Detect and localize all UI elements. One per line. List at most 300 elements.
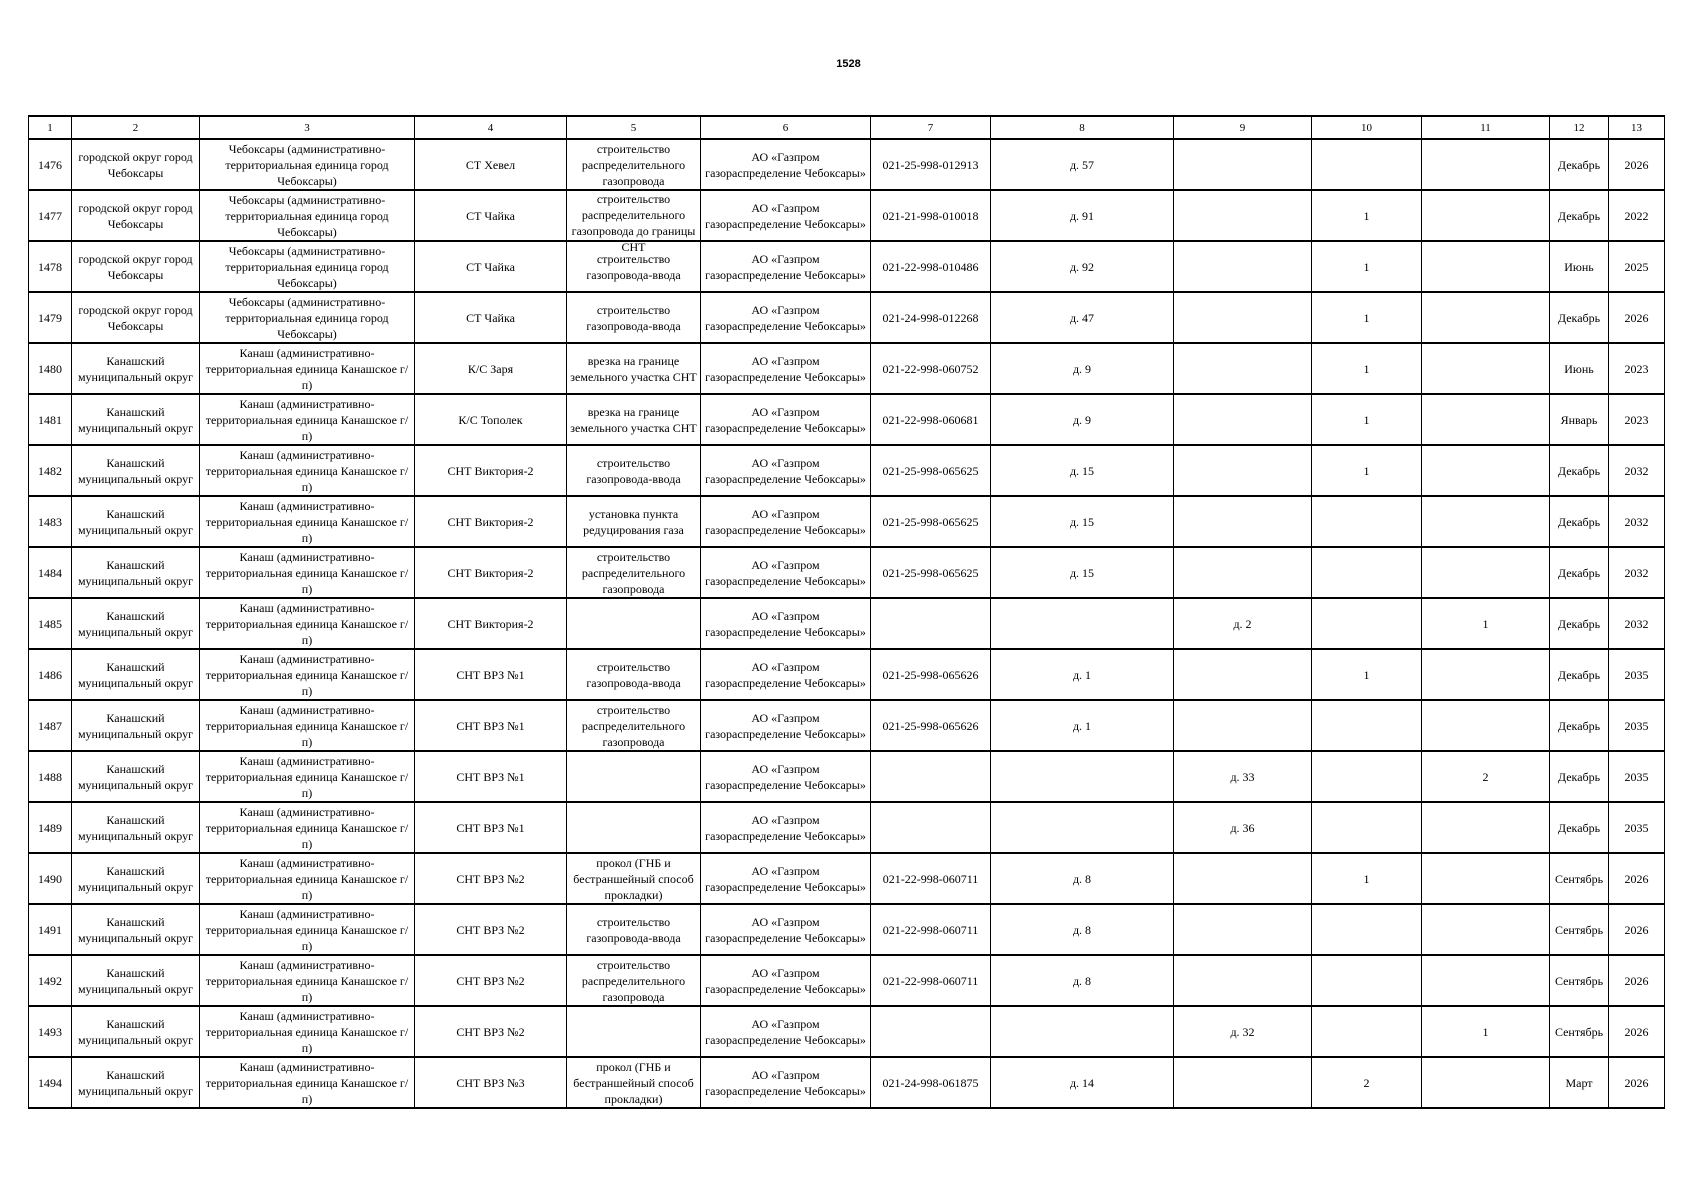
application-number-cell [871,241,991,292]
settlement-text: Канаш (административно-территориальная единица Канашское г/п) [205,702,409,749]
municipality-cell [72,700,200,751]
operator-text: АО «Газпром газораспределение Чебоксары» [705,557,866,588]
row-number-cell [29,802,72,853]
snt-name-text: СНТ ВРЗ №1 [456,667,525,682]
row-number-text: 1481 [38,412,62,427]
year-cell [1609,649,1665,700]
settlement-text: Канаш (административно-территориальная единица Канашское г/п) [205,651,409,698]
municipality-cell [72,853,200,904]
year-text: 2032 [1624,463,1649,478]
operator-cell [701,802,871,853]
work-type-cell [567,1057,701,1108]
row-number-cell [29,547,72,598]
table-row [29,394,1665,445]
application-number-cell [871,649,991,700]
column-header-12: 12 [1550,116,1609,139]
house-count-cell [991,853,1174,904]
row-number-cell [29,496,72,547]
work-type-cell [567,139,701,190]
application-number-text: 021-25-998-065625 [882,514,979,529]
month-text: Сентябрь [1554,922,1604,937]
year-text: 2026 [1624,922,1649,937]
month-cell [1550,1006,1609,1057]
application-number-text: 021-21-998-010018 [882,208,979,223]
house-count-extra-cell [1174,649,1312,700]
operator-cell [701,700,871,751]
settlement-text: Канаш (административно-территориальная единица Канашское г/п) [205,396,409,443]
gas-connection-table [28,115,1665,1109]
application-number-text: 021-22-998-060711 [882,973,979,988]
house-count-cell [991,445,1174,496]
quantity-b-cell [1422,1057,1550,1108]
work-type-cell [567,955,701,1006]
quantity-a-text: 1 [1363,463,1370,478]
application-number-text: 021-22-998-060681 [882,412,979,427]
work-type-text: строительство газопровода-ввода [586,914,681,945]
municipality-text: Канашский муниципальный округ [77,761,194,792]
year-text: 2026 [1624,871,1649,886]
work-type-text: установка пункта редуцирования газа [583,506,684,537]
snt-name-cell [415,292,567,343]
municipality-text: Канашский муниципальный округ [77,863,194,894]
municipality-text: Канашский муниципальный округ [77,659,194,690]
snt-name-cell [415,853,567,904]
year-cell [1609,1006,1665,1057]
settlement-text: Канаш (административно-территориальная единица Канашское г/п) [205,549,409,596]
row-number-cell [29,445,72,496]
quantity-a-text: 1 [1363,208,1370,223]
municipality-text: Канашский муниципальный округ [77,404,194,435]
operator-text: АО «Газпром газораспределение Чебоксары» [705,200,866,231]
work-type-cell [567,394,701,445]
settlement-cell [200,1006,415,1057]
quantity-b-text: 2 [1482,769,1489,784]
settlement-cell [200,649,415,700]
month-text: Март [1565,1075,1593,1090]
month-text: Сентябрь [1554,871,1604,886]
application-number-text: 021-25-998-065625 [882,565,979,580]
page-number: 1528 [836,58,861,70]
work-type-cell [567,292,701,343]
house-count-extra-cell [1174,445,1312,496]
settlement-cell [200,1057,415,1108]
snt-name-cell [415,955,567,1006]
snt-name-cell [415,904,567,955]
month-cell [1550,190,1609,241]
application-number-text: 021-22-998-060752 [882,361,979,376]
house-count-text: д. 14 [1069,1075,1095,1090]
row-number-text: 1479 [38,310,62,325]
operator-text: АО «Газпром газораспределение Чебоксары» [705,149,866,180]
snt-name-cell [415,241,567,292]
month-cell [1550,904,1609,955]
column-header-11: 11 [1422,116,1550,139]
settlement-cell [200,292,415,343]
house-count-extra-cell [1174,547,1312,598]
operator-text: АО «Газпром газораспределение Чебоксары» [705,710,866,741]
table-row [29,343,1665,394]
house-count-extra-cell [1174,241,1312,292]
table-row [29,139,1665,190]
quantity-a-text: 1 [1363,667,1370,682]
quantity-a-cell [1312,343,1422,394]
work-type-cell [567,904,701,955]
settlement-cell [200,496,415,547]
row-number-cell [29,598,72,649]
column-header-1: 1 [29,116,72,139]
municipality-cell [72,547,200,598]
quantity-b-cell [1422,394,1550,445]
quantity-a-text: 1 [1363,259,1370,274]
house-count-text: д. 57 [1069,157,1095,172]
row-number-cell [29,1006,72,1057]
table-row [29,1006,1665,1057]
year-cell [1609,700,1665,751]
row-number-text: 1477 [38,208,62,223]
settlement-text: Канаш (административно-территориальная единица Канашское г/п) [205,1008,409,1055]
house-count-extra-cell [1174,139,1312,190]
settlement-cell [200,190,415,241]
settlement-text: Канаш (административно-территориальная единица Канашское г/п) [205,906,409,953]
application-number-cell [871,496,991,547]
year-cell [1609,139,1665,190]
operator-cell [701,139,871,190]
quantity-a-text: 1 [1363,361,1370,376]
house-count-text: д. 8 [1072,922,1092,937]
quantity-a-text: 1 [1363,871,1370,886]
quantity-a-cell [1312,700,1422,751]
quantity-b-cell [1422,496,1550,547]
snt-name-text: СНТ Виктория-2 [447,616,534,631]
operator-cell [701,853,871,904]
table-row [29,1057,1665,1108]
column-header-3: 3 [200,116,415,139]
operator-cell [701,1006,871,1057]
quantity-a-cell [1312,1006,1422,1057]
row-number-text: 1476 [38,157,62,172]
quantity-b-cell [1422,751,1550,802]
house-count-extra-cell [1174,700,1312,751]
settlement-text: Канаш (административно-территориальная единица Канашское г/п) [205,498,409,545]
row-number-cell [29,292,72,343]
municipality-cell [72,1057,200,1108]
application-number-cell [871,751,991,802]
quantity-b-cell [1422,190,1550,241]
snt-name-cell [415,190,567,241]
house-count-cell [991,496,1174,547]
operator-cell [701,547,871,598]
municipality-cell [72,904,200,955]
municipality-text: городской округ город Чебоксары [78,149,193,180]
municipality-text: городской округ город Чебоксары [78,200,193,231]
month-text: Декабрь [1557,463,1601,478]
application-number-text: 021-25-998-012913 [882,157,979,172]
year-cell [1609,802,1665,853]
year-cell [1609,445,1665,496]
operator-cell [701,598,871,649]
snt-name-text: СНТ ВРЗ №2 [456,871,525,886]
settlement-text: Канаш (административно-территориальная единица Канашское г/п) [205,753,409,800]
settlement-text: Канаш (административно-территориальная единица Канашское г/п) [205,804,409,851]
month-text: Декабрь [1557,718,1601,733]
year-cell [1609,343,1665,394]
house-count-extra-cell [1174,802,1312,853]
quantity-b-cell [1422,904,1550,955]
month-cell [1550,802,1609,853]
house-count-extra-cell [1174,343,1312,394]
operator-text: АО «Газпром газораспределение Чебоксары» [705,761,866,792]
snt-name-cell [415,1057,567,1108]
month-text: Декабрь [1557,310,1601,325]
house-count-extra-cell [1174,598,1312,649]
work-type-cell [567,190,701,254]
settlement-cell [200,955,415,1006]
year-text: 2032 [1624,616,1649,631]
application-number-cell [871,853,991,904]
row-number-text: 1485 [38,616,62,631]
quantity-a-text: 1 [1363,310,1370,325]
operator-cell [701,955,871,1006]
month-text: Декабрь [1557,208,1601,223]
year-cell [1609,547,1665,598]
month-cell [1550,955,1609,1006]
municipality-text: Канашский муниципальный округ [77,710,194,741]
quantity-b-cell [1422,343,1550,394]
snt-name-cell [415,649,567,700]
work-type-text: строительство распределительного газопровода [581,141,686,188]
snt-name-cell [415,700,567,751]
year-cell [1609,394,1665,445]
application-number-text: 021-24-998-012268 [882,310,979,325]
house-count-cell [991,394,1174,445]
quantity-b-text: 1 [1482,1024,1489,1039]
settlement-cell [200,547,415,598]
snt-name-cell [415,445,567,496]
settlement-text: Канаш (административно-территориальная единица Канашское г/п) [205,1059,409,1106]
work-type-text: строительство распределительного газопровода [581,702,686,749]
snt-name-text: СНТ Виктория-2 [447,463,534,478]
municipality-cell [72,1006,200,1057]
settlement-cell [200,598,415,649]
operator-text: АО «Газпром газораспределение Чебоксары» [705,812,866,843]
column-header-13: 13 [1609,116,1665,139]
municipality-cell [72,394,200,445]
quantity-b-cell [1422,955,1550,1006]
operator-cell [701,904,871,955]
year-text: 2026 [1624,310,1649,325]
application-number-cell [871,1057,991,1108]
municipality-cell [72,139,200,190]
row-number-text: 1490 [38,871,62,886]
house-count-text: д. 91 [1069,208,1095,223]
settlement-cell [200,853,415,904]
application-number-cell [871,190,991,241]
table-row [29,241,1665,292]
work-type-text: строительство распределительного газопровода до границы СНТ [571,192,696,254]
operator-text: АО «Газпром газораспределение Чебоксары» [705,863,866,894]
row-number-cell [29,955,72,1006]
municipality-cell [72,751,200,802]
house-count-extra-cell [1174,496,1312,547]
work-type-cell [567,802,701,853]
table-row [29,751,1665,802]
year-cell [1609,241,1665,292]
work-type-cell [567,547,701,598]
application-number-cell [871,802,991,853]
month-cell [1550,139,1609,190]
column-header-8: 8 [991,116,1174,139]
row-number-text: 1494 [38,1075,62,1090]
snt-name-cell [415,598,567,649]
row-number-text: 1478 [38,259,62,274]
house-count-text: д. 9 [1072,412,1092,427]
application-number-cell [871,700,991,751]
row-number-text: 1489 [38,820,62,835]
house-count-extra-cell [1174,853,1312,904]
operator-text: АО «Газпром газораспределение Чебоксары» [705,404,866,435]
quantity-b-cell [1422,547,1550,598]
year-text: 2023 [1624,361,1649,376]
municipality-text: Канашский муниципальный округ [77,455,194,486]
work-type-text: строительство газопровода-ввода [586,455,681,486]
year-cell [1609,1057,1665,1108]
settlement-text: Чебоксары (административно-территориальная единица город Чебоксары) [225,192,389,239]
application-number-cell [871,904,991,955]
operator-cell [701,445,871,496]
house-count-cell [991,292,1174,343]
application-number-cell [871,139,991,190]
month-cell [1550,598,1609,649]
settlement-cell [200,241,415,292]
year-text: 2035 [1624,769,1649,784]
row-number-text: 1491 [38,922,62,937]
operator-cell [701,649,871,700]
operator-text: АО «Газпром газораспределение Чебоксары» [705,1016,866,1047]
operator-cell [701,751,871,802]
month-cell [1550,649,1609,700]
table-row [29,904,1665,955]
settlement-cell [200,904,415,955]
municipality-text: Канашский муниципальный округ [77,557,194,588]
application-number-cell [871,547,991,598]
house-count-cell [991,955,1174,1006]
month-cell [1550,547,1609,598]
table-row [29,547,1665,598]
settlement-text: Канаш (административно-территориальная единица Канашское г/п) [205,600,409,647]
month-text: Январь [1560,412,1598,427]
quantity-b-cell [1422,292,1550,343]
quantity-b-text: 1 [1482,616,1489,631]
municipality-text: Канашский муниципальный округ [77,1067,194,1098]
month-text: Июнь [1564,259,1594,274]
table-row [29,649,1665,700]
municipality-text: Канашский муниципальный округ [77,353,194,384]
work-type-text: строительство распределительного газопровода [581,549,686,596]
settlement-text: Канаш (административно-территориальная единица Канашское г/п) [205,855,409,902]
municipality-text: Канашский муниципальный округ [77,1016,194,1047]
column-header-10: 10 [1312,116,1422,139]
row-number-cell [29,1057,72,1108]
snt-name-text: СНТ ВРЗ №1 [456,820,525,835]
municipality-text: Канашский муниципальный округ [77,914,194,945]
quantity-a-cell [1312,547,1422,598]
snt-name-text: СТ Чайка [466,310,515,325]
column-header-2: 2 [72,116,200,139]
application-number-cell [871,394,991,445]
application-number-text: 021-25-998-065626 [882,667,979,682]
house-count-cell [991,547,1174,598]
municipality-text: Канашский муниципальный округ [77,812,194,843]
operator-text: АО «Газпром газораспределение Чебоксары» [705,1067,866,1098]
settlement-cell [200,139,415,190]
municipality-cell [72,190,200,241]
table-row [29,955,1665,1006]
operator-cell [701,1057,871,1108]
month-cell [1550,496,1609,547]
quantity-b-cell [1422,853,1550,904]
operator-text: АО «Газпром газораспределение Чебоксары» [705,608,866,639]
row-number-cell [29,904,72,955]
month-text: Декабрь [1557,514,1601,529]
table-row [29,700,1665,751]
operator-cell [701,292,871,343]
month-text: Декабрь [1557,820,1601,835]
month-cell [1550,700,1609,751]
municipality-text: Канашский муниципальный округ [77,608,194,639]
row-number-text: 1482 [38,463,62,478]
operator-cell [701,190,871,241]
row-number-text: 1480 [38,361,62,376]
quantity-a-cell [1312,853,1422,904]
application-number-cell [871,292,991,343]
snt-name-text: СНТ ВРЗ №2 [456,973,525,988]
house-count-extra-cell [1174,394,1312,445]
year-cell [1609,190,1665,241]
quantity-a-cell [1312,394,1422,445]
operator-text: АО «Газпром газораспределение Чебоксары» [705,506,866,537]
settlement-text: Канаш (административно-территориальная единица Канашское г/п) [205,447,409,494]
application-number-text: 021-22-998-060711 [882,871,979,886]
settlement-text: Канаш (административно-территориальная единица Канашское г/п) [205,345,409,392]
house-count-extra-cell [1174,955,1312,1006]
row-number-cell [29,751,72,802]
table-row [29,853,1665,904]
work-type-text: строительство газопровода-ввода [586,659,681,690]
municipality-cell [72,649,200,700]
table-row [29,496,1665,547]
operator-text: АО «Газпром газораспределение Чебоксары» [705,302,866,333]
house-count-extra-cell [1174,751,1312,802]
quantity-a-cell [1312,904,1422,955]
quantity-a-cell [1312,649,1422,700]
table-row [29,802,1665,853]
house-count-cell [991,241,1174,292]
work-type-cell [567,598,701,649]
quantity-b-cell [1422,802,1550,853]
house-count-cell [991,1006,1174,1057]
work-type-cell [567,496,701,547]
year-cell [1609,853,1665,904]
house-count-extra-cell [1174,1006,1312,1057]
settlement-cell [200,343,415,394]
year-text: 2022 [1624,208,1649,223]
snt-name-cell [415,547,567,598]
row-number-text: 1483 [38,514,62,529]
year-cell [1609,955,1665,1006]
quantity-b-cell [1422,649,1550,700]
table-row [29,445,1665,496]
row-number-text: 1484 [38,565,62,580]
